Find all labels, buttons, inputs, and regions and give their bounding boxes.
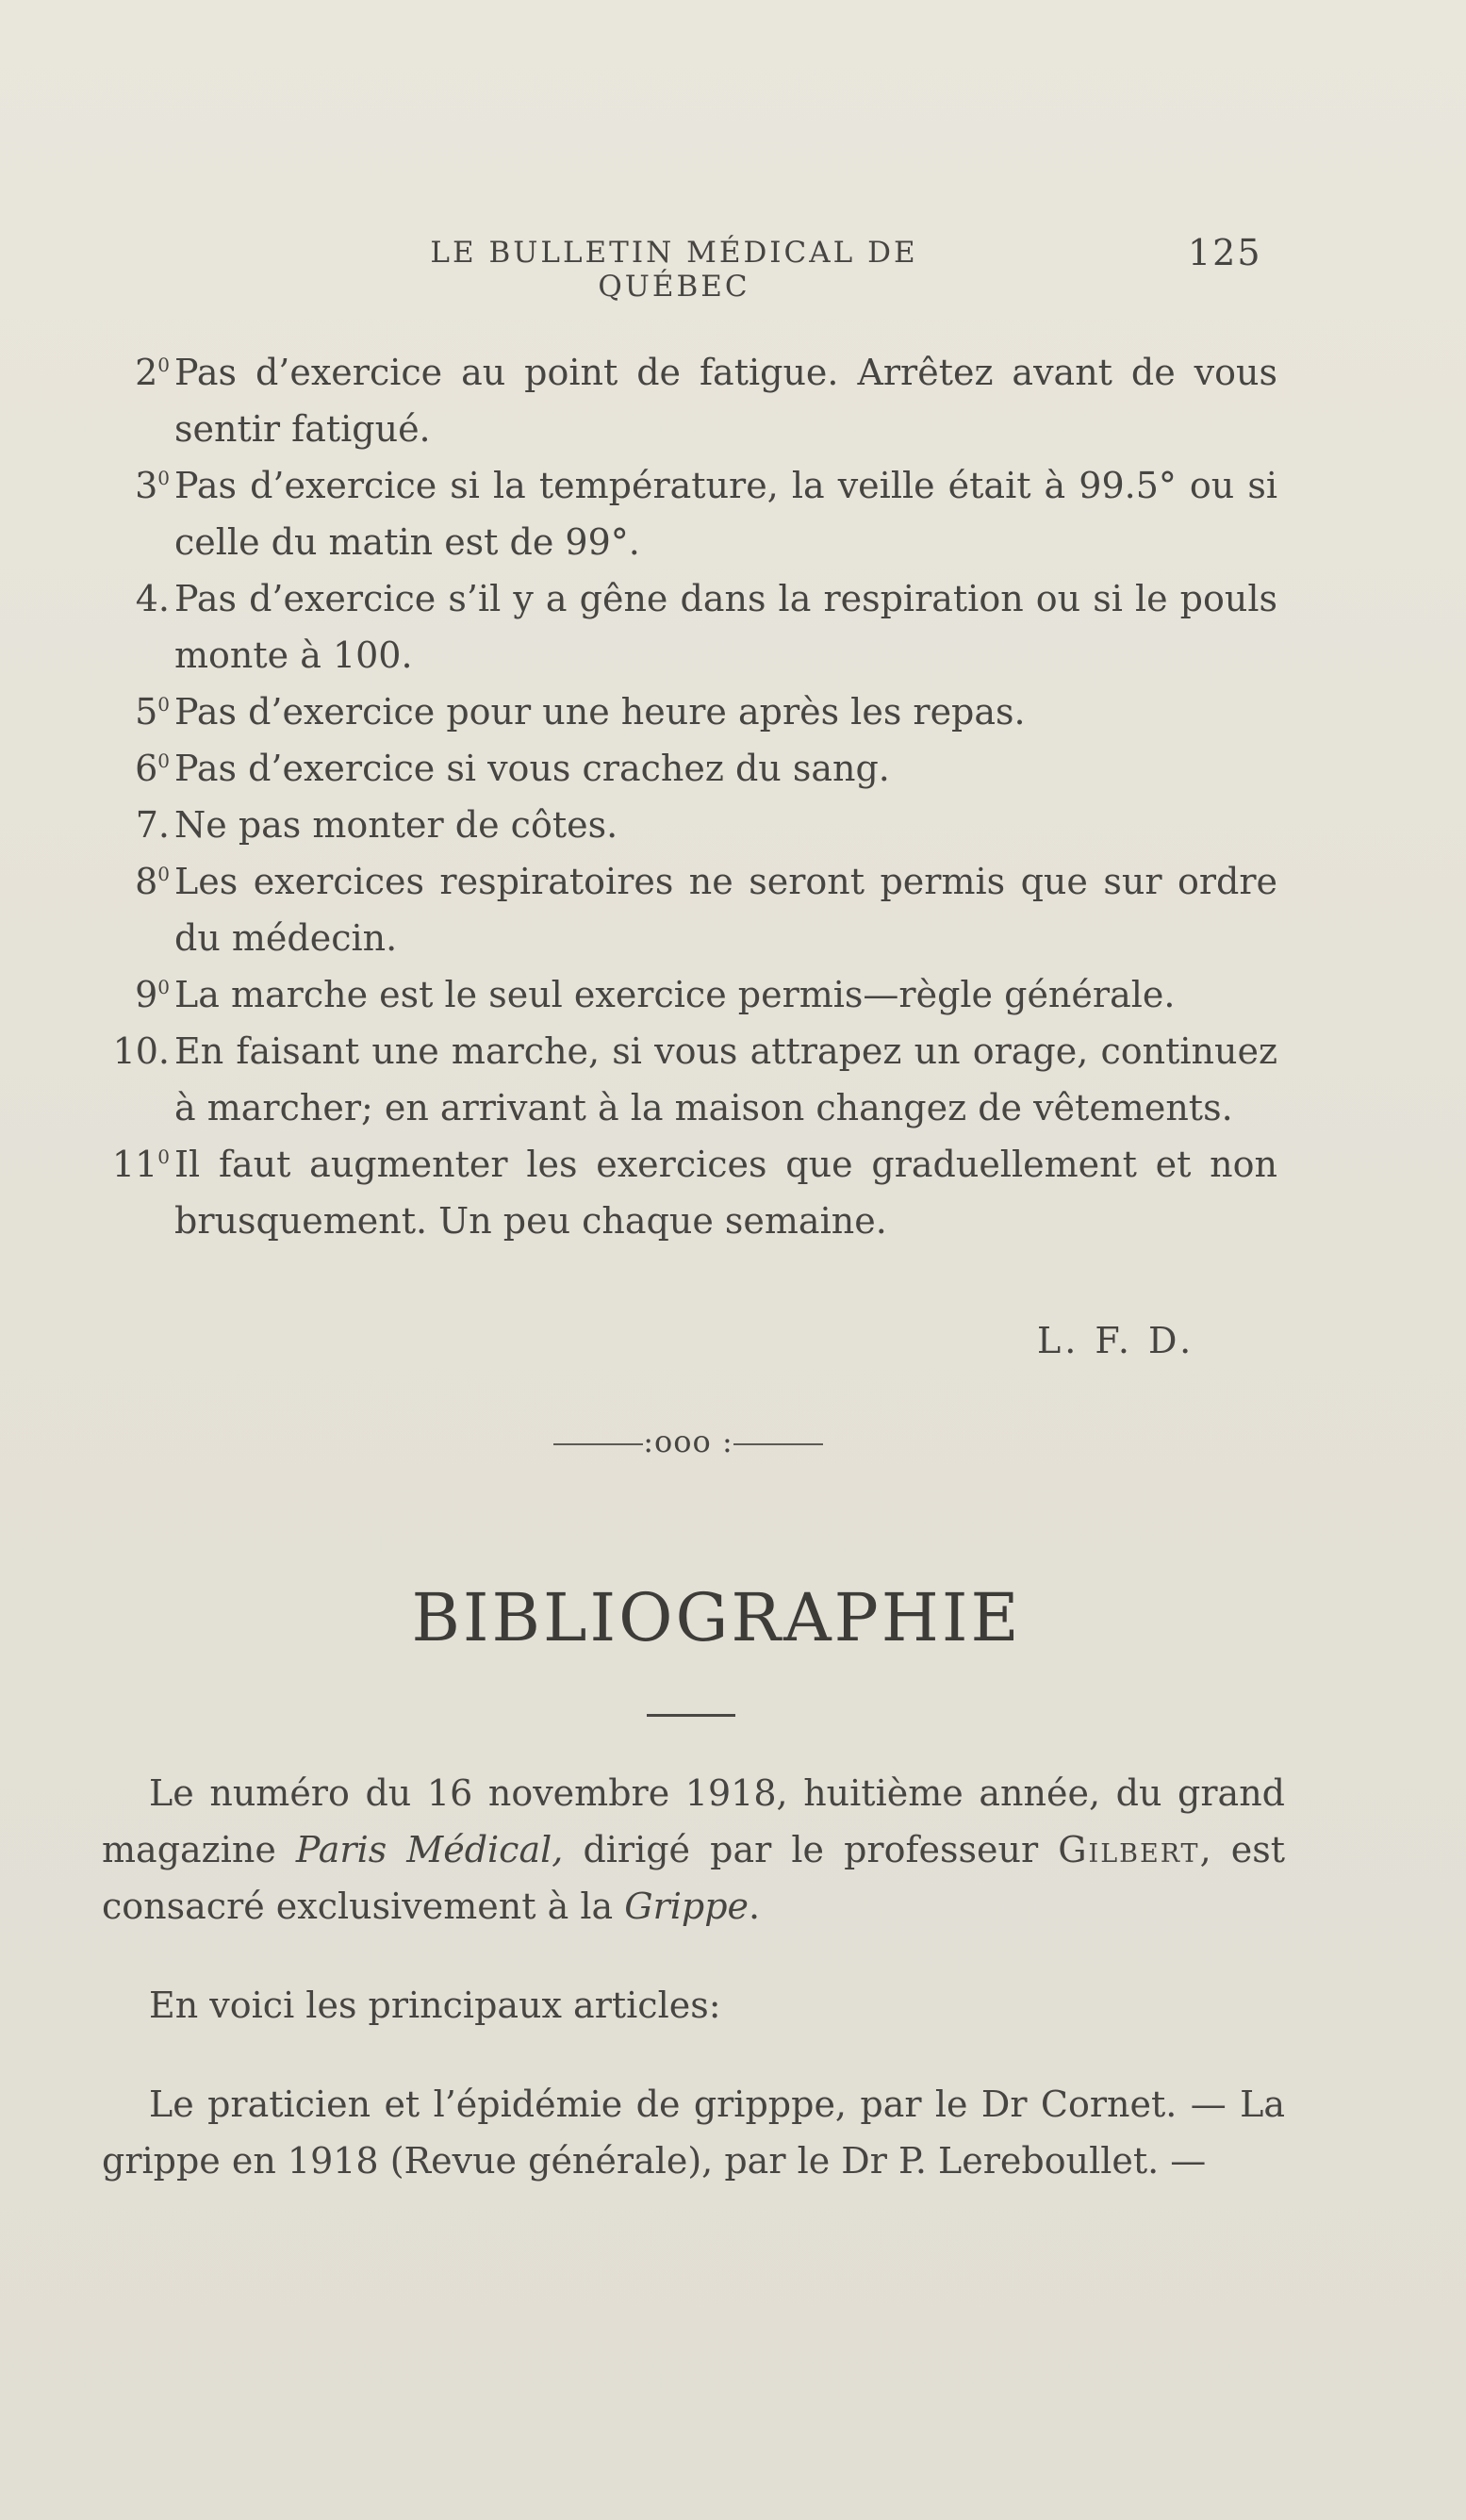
running-title: LE BULLETIN MÉDICAL DE QUÉBEC	[430, 236, 918, 304]
rule-item	[90, 570, 1277, 684]
rule-item	[90, 684, 1277, 740]
bibliography-text	[102, 1765, 1285, 2232]
rule-number: $5^0$	[135, 691, 170, 733]
rule-text: Ne pas monter de côtes.	[174, 804, 618, 846]
rule-item	[90, 853, 1277, 966]
rule-text: La marche est le seul exercice permis—règle générale.	[174, 974, 1176, 1015]
section-title: BIBLIOGRAPHIE	[411, 1579, 1022, 1656]
rule-text: Pas d’exercice si vous crachez du sang.	[174, 748, 890, 789]
separator-dash	[553, 1443, 643, 1445]
rule-text: Il faut augmenter les exercices que graduellement et non brusquement. Un peu chaque semaine.	[174, 1144, 1277, 1242]
rule-number: 4.	[135, 578, 170, 619]
rule-number: $9^0$	[135, 974, 170, 1015]
rule-number: $6^0$	[135, 748, 170, 789]
journal-title: Paris Médical,	[295, 1829, 564, 1870]
rule-text: Pas d’exercice pour une heure après les repas.	[174, 691, 1026, 733]
rule-item	[90, 457, 1277, 570]
rule-item	[90, 966, 1277, 1023]
rule-number: 10.	[112, 1030, 170, 1072]
rule-number: $8^0$	[135, 861, 170, 902]
rule-item	[90, 797, 1277, 853]
rule-item	[90, 344, 1277, 457]
paragraph: Le numéro du 16 novembre 1918, huitième année, du grand magazine Paris Médical, dirigé par le professeur Gilbert, est consacré exclusivement à la Grippe.	[102, 1772, 1285, 1927]
rule-text: Les exercices respiratoires ne seront permis que sur ordre du médecin.	[174, 861, 1277, 959]
rule-item	[90, 1023, 1277, 1136]
rule-text: En faisant une marche, si vous attrapez un orage, continuez à marcher; en arrivant à la maison changez de vêtements.	[174, 1030, 1277, 1128]
exercise-rules-list	[90, 344, 1277, 1249]
section-separator	[547, 1424, 830, 1459]
rule-number: $3^0$	[135, 465, 170, 506]
rule-item	[90, 740, 1277, 797]
topic-title: Grippe	[624, 1886, 749, 1927]
rule-item	[90, 1136, 1277, 1249]
rule-number: $2^0$	[135, 352, 170, 393]
title-underline	[647, 1714, 735, 1717]
page-number: 125	[1188, 232, 1262, 273]
paragraph: En voici les principaux articles:	[149, 1985, 721, 2026]
paragraph: Le praticien et l’épidémie de gripppe, par le Dr Cornet. — La grippe en 1918 (Revue générale), par le Dr P. Lereboullet. —	[102, 2084, 1285, 2182]
rule-number: 7.	[135, 804, 170, 846]
rule-text: Pas d’exercice s’il y a gêne dans la respiration ou si le pouls monte à 100.	[174, 578, 1277, 676]
rule-text: Pas d’exercice au point de fatigue. Arrêtez avant de vous sentir fatigué.	[174, 352, 1277, 450]
author-signature: L. F. D.	[1037, 1320, 1195, 1361]
professor-name: Gilbert	[1058, 1829, 1200, 1870]
rule-number: $11^0$	[111, 1144, 170, 1185]
separator-dash	[733, 1443, 823, 1445]
rule-text: Pas d’exercice si la température, la veille était à 99.5° ou si celle du matin est de 99°.	[174, 465, 1277, 563]
separator-text: :ooo :	[643, 1424, 733, 1459]
